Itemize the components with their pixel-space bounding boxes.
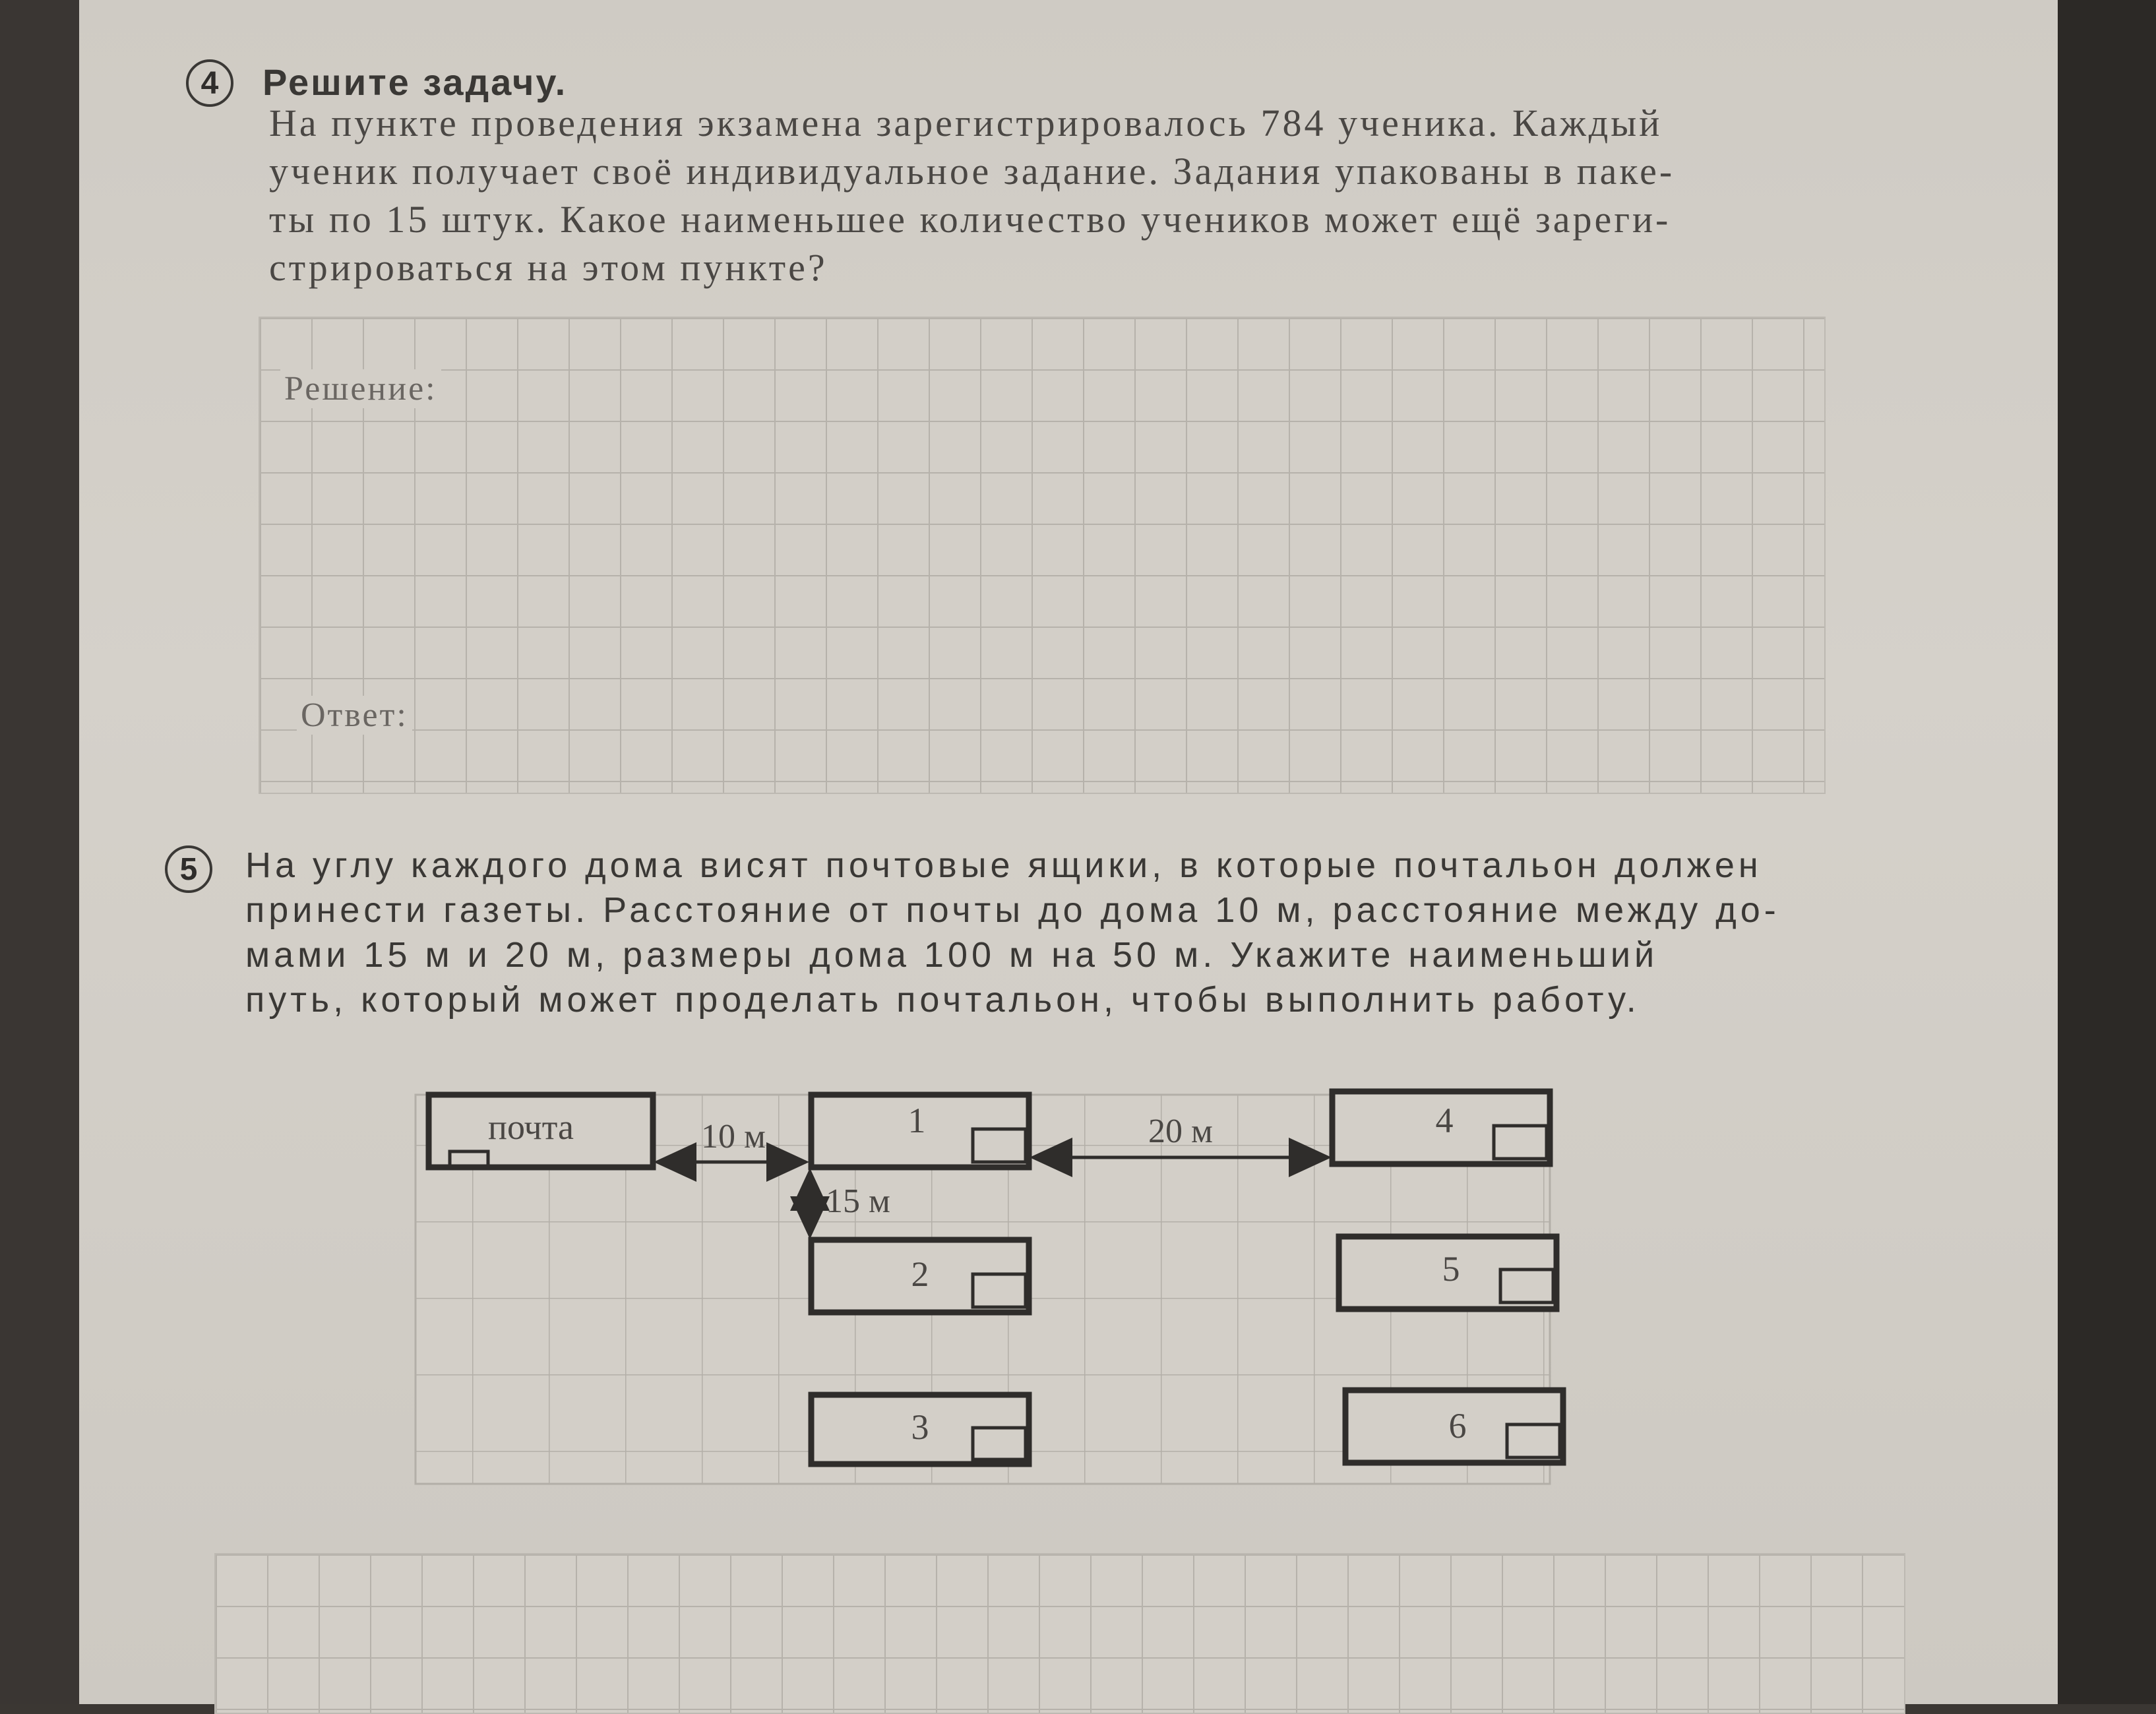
task5-line-3: мами 15 м и 20 м, размеры дома 100 м на 50 м. Укажите наименьший: [245, 935, 1659, 975]
right-edge-shadow: [2058, 0, 2156, 1704]
house-5: [1339, 1237, 1556, 1309]
house-3: [811, 1395, 1029, 1464]
house-6-label: 6: [1448, 1406, 1467, 1446]
task4-line-1: На пункте проведения экзамена зарегистрировалось 784 ученика. Каждый: [269, 102, 1663, 144]
task4-number: 4: [186, 59, 233, 107]
house-6: [1345, 1390, 1563, 1463]
post-office: [429, 1095, 653, 1167]
task4-line-2: ученик получает своё индивидуальное задание. Задания упакованы в паке-: [269, 150, 1675, 193]
task5-line-4: путь, который может проделать почтальон, чтобы выполнить работу.: [245, 980, 1640, 1020]
house-3-label: 3: [911, 1407, 929, 1447]
solution-grid[interactable]: [259, 317, 1826, 794]
left-shadow: [0, 0, 86, 1704]
task4-line-3: ты по 15 штук. Какое наименьшее количество учеников может ещё зареги-: [269, 198, 1671, 241]
task4-line-4: стрироваться на этом пункте?: [269, 246, 828, 289]
house-2: [811, 1240, 1029, 1312]
house-5-label: 5: [1442, 1249, 1460, 1289]
dist-post-house-label: 10 м: [701, 1118, 766, 1155]
dist-columns-label: 20 м: [1148, 1113, 1213, 1150]
task4-heading: Решите задачу.: [262, 61, 568, 103]
house-1: [811, 1095, 1029, 1167]
solution-label: Решение:: [280, 369, 441, 408]
post-label: почта: [488, 1107, 574, 1147]
task5-line-1: На углу каждого дома висят почтовые ящики, в которые почтальон должен: [245, 845, 1762, 885]
task5-answer-grid[interactable]: [214, 1553, 1905, 1714]
task5-number: 5: [165, 845, 212, 893]
house-2-label: 2: [911, 1254, 929, 1294]
answer-label: Ответ:: [297, 696, 412, 735]
house-4: [1332, 1091, 1550, 1164]
house-1-label: 1: [908, 1101, 926, 1140]
post-map-diagram: [396, 1068, 1596, 1490]
dist-rows-label: 15 м: [826, 1182, 890, 1220]
house-4-label: 4: [1435, 1101, 1454, 1140]
task5-line-2: принести газеты. Расстояние от почты до дома 10 м, расстояние между до-: [245, 890, 1780, 930]
